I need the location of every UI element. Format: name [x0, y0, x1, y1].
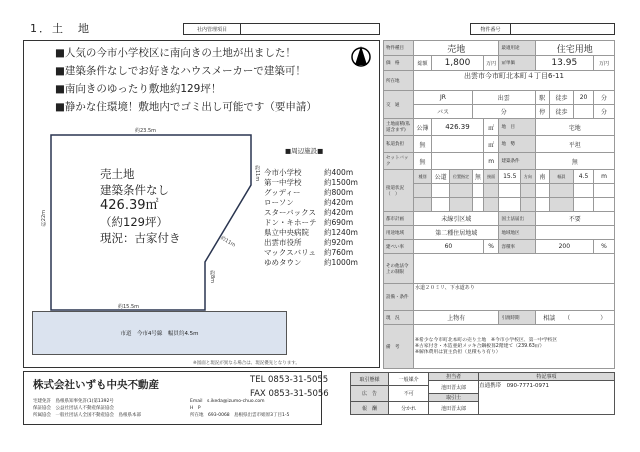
position-designation: 無: [472, 170, 483, 184]
facility-distance: 約920m: [324, 238, 354, 247]
facility-item: [264, 188, 358, 198]
advertising: 不可: [389, 386, 429, 402]
unit: ㎡: [483, 119, 499, 136]
rail-line: JR: [414, 91, 473, 105]
address: 出雲市今市町北本町４丁目6-11: [414, 71, 615, 91]
diagram-note: ※図面と現況が異なる場合は、現況優先となります。: [193, 361, 300, 366]
facility-distance: 約1500m: [324, 178, 358, 187]
area-kind: 公簿: [414, 119, 432, 136]
label: 分: [594, 91, 615, 105]
label: 国土法届出: [499, 212, 535, 226]
facility-distance: 約1000m: [324, 258, 358, 267]
label: 交 通: [384, 91, 414, 119]
facility-distance: 約760m: [324, 248, 354, 257]
label: 報 酬: [351, 402, 389, 415]
facility-name: 第一中学校: [264, 178, 302, 187]
use-zone: 第二種住居地域: [414, 226, 499, 240]
label: 価 格: [384, 56, 414, 71]
road: 市道 今市4号線 幅員約4.5m: [32, 311, 287, 355]
label: 設備・条件: [384, 284, 414, 311]
label: Email: [190, 399, 203, 404]
walk-minutes: 20: [574, 91, 594, 105]
lot-tsubo: （約129坪）: [100, 215, 168, 229]
internal-label: 社内管理項目: [184, 24, 241, 34]
company-address: 693-0068 島根県出雲市姫原3丁目1-5: [208, 413, 290, 418]
facility-distance: 約690m: [324, 218, 354, 227]
staff: 池田晋太郎: [429, 381, 479, 394]
label: 種別: [414, 170, 432, 184]
label: 建築条件: [499, 153, 535, 170]
contact-note: 直通携帯 090-7771-0971: [479, 381, 615, 415]
company-phones: [250, 373, 329, 401]
licenses: [33, 398, 141, 419]
label: 用途地域: [384, 226, 414, 240]
building-condition: 無: [535, 153, 614, 170]
land-category: 宅地: [535, 119, 614, 136]
dim-inner: 約8m: [209, 270, 215, 284]
unit: 万円: [594, 56, 615, 71]
facility-item: [264, 248, 358, 258]
property-spec-table: [383, 40, 615, 369]
lot-area: 426.39㎡: [100, 198, 159, 213]
setback: 無: [414, 153, 432, 170]
facility-name: ローソン: [264, 198, 294, 207]
unit: 万円: [483, 56, 499, 71]
label: 備 考: [384, 325, 414, 369]
transaction-mode: 一般媒介: [389, 373, 429, 386]
commission: 分かれ: [389, 402, 429, 415]
terrain: 平坦: [535, 136, 614, 153]
deal-table: [350, 372, 615, 415]
tel: TEL 0853-31-5055: [250, 375, 329, 385]
company-name: 株式会社いずも中央不動産: [33, 379, 159, 391]
label: 土地面積(私道含まず): [384, 119, 414, 136]
label: 所在地: [190, 413, 204, 418]
road-kind: 公道: [432, 170, 450, 184]
lot-line: 売土地: [100, 167, 135, 181]
facility-name: 出雲市役所: [264, 238, 302, 247]
unit: m: [594, 170, 615, 184]
facility-item: [264, 238, 358, 248]
highlight: ■人気の今市小学校区に南向きの土地が出ました！: [55, 47, 296, 59]
facility-item: [264, 208, 358, 218]
license: 所属協会 一般社団法人全国不動産協会 島根県本部: [33, 413, 141, 418]
dim-right: 約11m: [254, 165, 260, 182]
station: 出雲: [472, 91, 535, 105]
label: 徒歩: [549, 91, 573, 105]
label: 地域地区: [499, 226, 535, 240]
label: 取引士: [429, 394, 479, 402]
label: 引渡時期: [499, 311, 535, 325]
facility-item: [264, 168, 358, 178]
label: 分: [594, 105, 615, 119]
unit: m: [483, 153, 499, 170]
facility-distance: 約400m: [324, 168, 354, 177]
bus: バス: [414, 105, 473, 119]
best-use: 住宅用地: [535, 41, 614, 56]
facility-name: グッディー: [264, 188, 301, 197]
unit: %: [483, 240, 499, 254]
property-number-label: 物件番号: [471, 24, 511, 34]
email-link[interactable]: s.ikeda@izumo-chuo.com: [207, 399, 265, 404]
unit: %: [594, 240, 615, 254]
label: 地 目: [499, 119, 535, 136]
label: 特記事項: [479, 373, 615, 381]
fax: FAX 0853-31-5056: [250, 389, 329, 399]
facility-name: 県立中央病院: [264, 228, 309, 237]
price: 1,800: [432, 56, 484, 71]
facility-name: 今市小学校: [264, 168, 302, 177]
city-planning: 未線引区域: [414, 212, 499, 226]
label: 総額: [414, 56, 432, 71]
facility-item: [264, 228, 358, 238]
facilities-list: [264, 168, 358, 268]
remark: ※古家付き・木造亜鉛メッキ合鋼板葺2階建て（239.63㎡）: [415, 343, 545, 349]
facility-name: ドン・キホーテ: [264, 218, 317, 227]
lot-status: 現況：古家付き: [100, 231, 181, 245]
label: 最適用途: [499, 41, 535, 56]
land-area: 426.39: [432, 119, 484, 136]
dim-diagonal: 約11m: [219, 235, 237, 249]
floor-area-ratio: 200: [535, 240, 594, 254]
license: 保証協会 公益社団法人不動産保証協会: [33, 406, 114, 411]
handover: 相談 （ ）: [535, 311, 614, 325]
label: 取引態様: [351, 373, 389, 386]
frontage: 15.5: [499, 170, 521, 184]
label: H P: [190, 406, 201, 411]
label: 物件種目: [384, 41, 414, 56]
unit-price: 13.95: [535, 56, 594, 71]
label: 広 告: [351, 386, 389, 402]
remark: ※希少な今市町北本町の売り土地 ※今市小学校区、第一中学校区: [415, 337, 558, 343]
label: ㎡単価: [499, 56, 535, 71]
label: 現 況: [384, 311, 414, 325]
label: 所在地: [384, 71, 414, 91]
licensed-agent: 池田晋太郎: [429, 402, 479, 415]
highlight: ■建築条件なしでお好きなハウスメーカーで建築可！: [55, 65, 306, 77]
land-act-notice: 不要: [535, 212, 614, 226]
remark: ※解体費用は買主負担（見積もり有り）: [415, 349, 501, 355]
facility-distance: 約1240m: [324, 228, 358, 237]
dim-bottom: 約15.5m: [118, 304, 140, 310]
license: 宅建免許 島根県知事免許(1)第1392号: [33, 399, 114, 404]
facility-name: ゆめタウン: [264, 258, 302, 267]
highlight: ■静かな住環境！敷地内でゴミ出し可能です（要申請）: [55, 101, 317, 113]
facility-item: [264, 178, 358, 188]
current-status: 上物有: [414, 311, 499, 325]
section-title: 1．土 地: [30, 22, 91, 35]
facilities-title: ■周辺施設■: [285, 147, 324, 155]
facility-distance: 約800m: [324, 188, 354, 197]
label: 都市計画: [384, 212, 414, 226]
label: 接道状況（ ）: [384, 170, 414, 212]
highlight: ■南向きのゆったり敷地約129坪！: [55, 83, 222, 95]
facility-name: マックスバリュ: [264, 248, 316, 257]
lot-summary: [100, 166, 181, 246]
label: 容積率: [499, 240, 535, 254]
lot-line: 建築条件なし: [100, 183, 169, 197]
equipment: 水道２０ミリ、下水道あり: [414, 284, 615, 311]
facility-name: スターバックス: [264, 208, 317, 217]
dim-top: 約23.5m: [135, 128, 157, 134]
facility-item: [264, 258, 358, 268]
label: 徒歩: [549, 105, 573, 119]
label: 担当者: [429, 373, 479, 381]
facility-distance: 約420m: [324, 208, 354, 217]
direction: 南: [535, 170, 549, 184]
unit: ㎡: [483, 136, 499, 153]
facility-item: [264, 218, 358, 228]
label: 駅: [535, 91, 549, 105]
building-coverage: 60: [414, 240, 484, 254]
label: 位置指定: [450, 170, 473, 184]
facility-item: [264, 198, 358, 208]
label: セットバック: [384, 153, 414, 170]
label: その他法令上の制限: [384, 254, 414, 284]
private-road: 無: [414, 136, 432, 153]
road-width: 4.5: [574, 170, 594, 184]
label: 建ぺい率: [384, 240, 414, 254]
label: 分: [472, 105, 535, 119]
label: 地 勢: [499, 136, 535, 153]
dim-left: 約22m: [41, 210, 47, 227]
label: 接面: [483, 170, 499, 184]
label: 方向: [521, 170, 536, 184]
company-contact: [190, 398, 289, 419]
label: 幅員: [549, 170, 573, 184]
property-type: 売地: [414, 41, 499, 56]
label: 停: [535, 105, 549, 119]
label: 私道負担: [384, 136, 414, 153]
facility-distance: 約420m: [324, 198, 354, 207]
